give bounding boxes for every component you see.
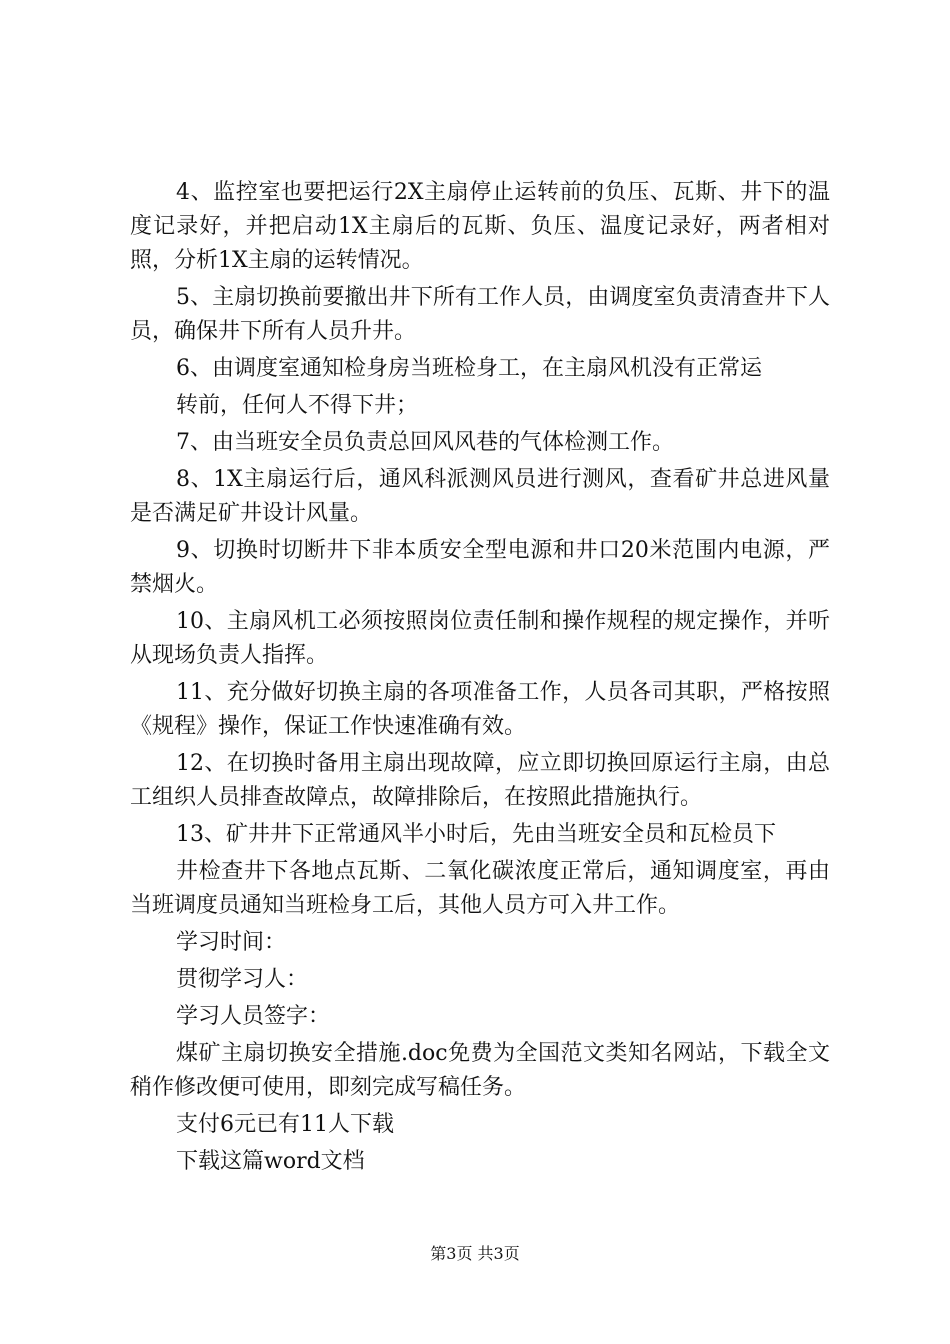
paragraph-6-continued: 转前，任何人不得下井； (176, 393, 419, 418)
paragraph-8: 8、1X主扇运行后，通风科派测风员进行测风，查看矿井总进风量是否满足矿井设计风量。 (130, 467, 830, 526)
paragraph-13-continued: 井检查井下各地点瓦斯、二氧化碳浓度正常后，通知调度室，再由当班调度员通知当班检身工后，其他人员方可入井工作。 (130, 859, 830, 918)
paragraph-10: 10、主扇风机工必须按照岗位责任制和操作规程的规定操作，并听从现场负责人指挥。 (130, 609, 830, 668)
paragraph-4: 4、监控室也要把运行2X主扇停止运转前的负压、瓦斯、井下的温度记录好，并把启动1X主扇后的瓦斯、负压、温度记录好，两者相对照，分析1X主扇的运转情况。 (130, 180, 830, 273)
paragraph-7: 7、由当班安全员负责总回风风巷的气体检测工作。 (176, 430, 674, 455)
paragraph-13: 13、矿井井下正常通风半小时后，先由当班安全员和瓦检员下 (176, 822, 776, 847)
paragraph-12: 12、在切换时备用主扇出现故障，应立即切换回原运行主扇，由总工组织人员排查故障点，故障排除后，在按照此措施执行。 (130, 751, 830, 810)
implementer-label: 贯彻学习人： (176, 967, 309, 992)
page-footer: 第3页 共3页 (430, 1244, 520, 1263)
paragraph-6: 6、由调度室通知检身房当班检身工，在主扇风机没有正常运 (176, 356, 762, 381)
download-word-link[interactable]: 下载这篇word文档 (176, 1149, 365, 1174)
signature-label: 学习人员签字： (176, 1004, 331, 1029)
paragraph-11: 11、充分做好切换主扇的各项准备工作，人员各司其职，严格按照《规程》操作，保证工作快速准确有效。 (130, 680, 830, 739)
paragraph-9: 9、切换时切断井下非本质安全型电源和井口20米范围内电源，严禁烟火。 (130, 538, 830, 597)
download-count-text[interactable]: 支付6元已有11人下载 (176, 1112, 394, 1137)
document-body (130, 176, 830, 1182)
paragraph-5: 5、主扇切换前要撤出井下所有工作人员，由调度室负责清查井下人员，确保井下所有人员升井。 (130, 285, 830, 344)
study-time-label: 学习时间： (176, 930, 287, 955)
download-promo-text: 煤矿主扇切换安全措施.doc免费为全国范文类知名网站，下载全文稍作修改便可使用，即刻完成写稿任务。 (130, 1041, 830, 1100)
